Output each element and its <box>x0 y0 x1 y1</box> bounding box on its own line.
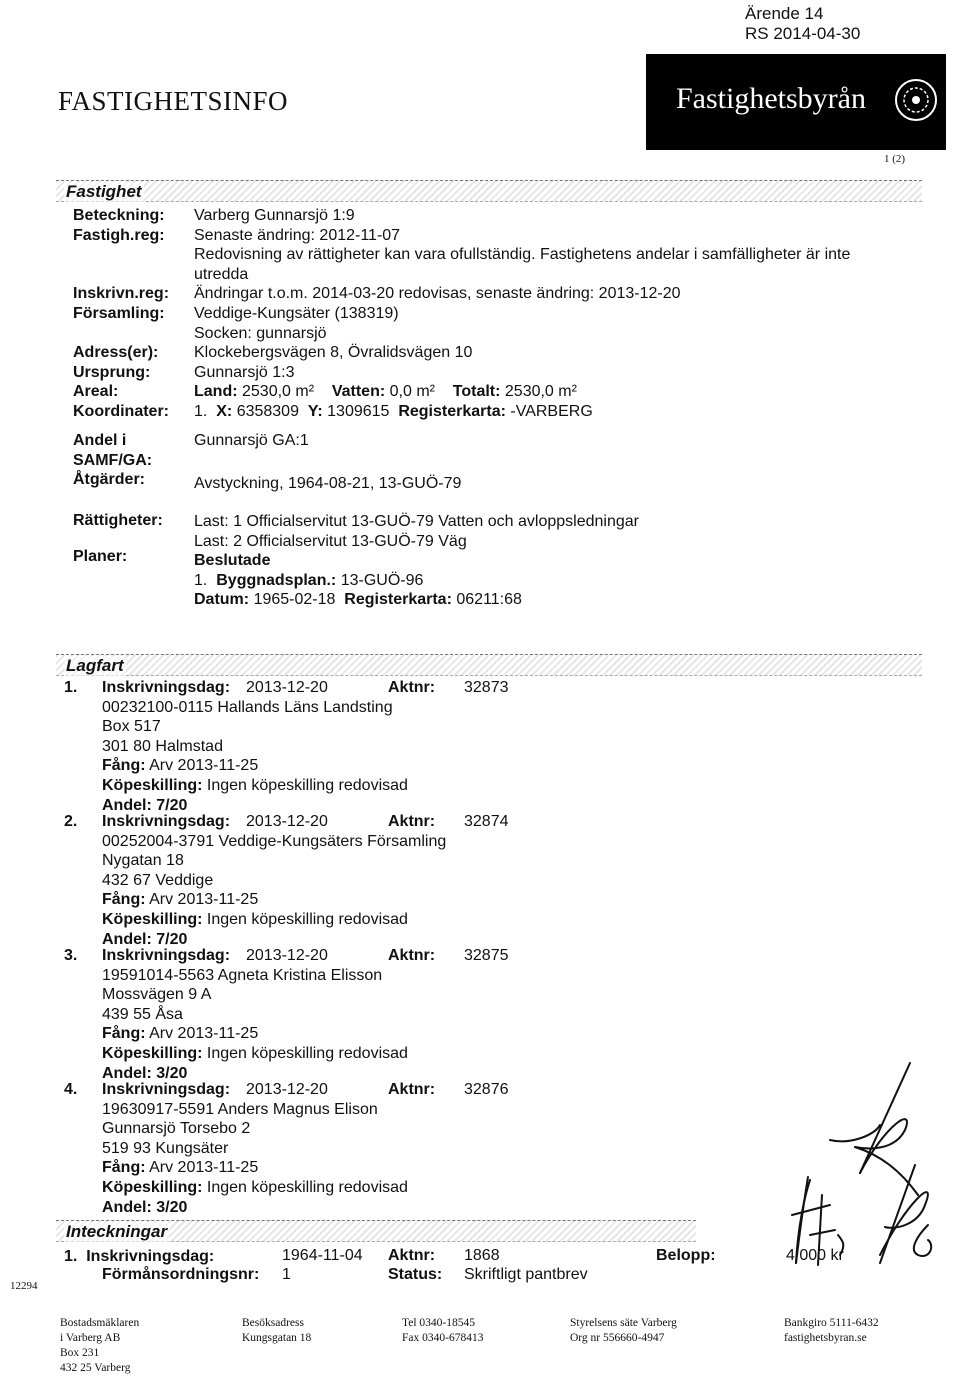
datum-value: 1965-02-18 <box>253 591 336 609</box>
plan-regkarta-value: 06211:68 <box>456 591 522 609</box>
address-line-2: 519 93 Kungsäter <box>102 1139 229 1157</box>
entry-number: 4. <box>64 1081 78 1098</box>
fang-label: Fång: <box>102 891 146 909</box>
andel-label: Andel: <box>102 1064 152 1082</box>
kopeskilling-value: Ingen köpeskilling redovisad <box>206 1178 408 1196</box>
andel-label: Andel: <box>102 1198 152 1216</box>
forman-value: 1 <box>282 1266 291 1283</box>
inteckning-num: 1. <box>64 1248 78 1265</box>
page-number: 1 (2) <box>884 153 906 165</box>
footer-line: Tel 0340-18545 <box>402 1317 475 1329</box>
aktnr-value: 32875 <box>464 947 509 964</box>
aktnr-label: Aktnr: <box>388 679 436 696</box>
fang-value: Arv 2013-11-25 <box>149 891 259 909</box>
plan-value: 13-GUÖ-96 <box>340 571 424 589</box>
atgarder-value: Avstyckning, 1964-08-21, 13-GUÖ-79 <box>194 475 462 492</box>
address-line-1: Gunnarsjö Torsebo 2 <box>102 1120 251 1138</box>
footer-line: Kungsgatan 18 <box>242 1332 312 1344</box>
aktnr-label: Aktnr: <box>388 1081 436 1098</box>
plan-datum-line <box>194 590 639 610</box>
plan-line <box>194 571 639 591</box>
label-andel-1: Andel i <box>73 432 127 449</box>
fang-value: Arv 2013-11-25 <box>149 757 259 775</box>
status-label: Status: <box>388 1266 443 1283</box>
ursprung-value: Gunnarsjö 1:3 <box>194 363 295 381</box>
footer-line: i Varberg AB <box>60 1332 121 1344</box>
kopeskilling-label: Köpeskilling: <box>102 910 203 928</box>
koordinater-values <box>194 402 850 422</box>
plan-label: Byggnadsplan.: <box>216 571 337 589</box>
fang-label: Fång: <box>102 1159 146 1177</box>
fang-label: Fång: <box>102 757 146 775</box>
inskrivningsdag-value: 2013-12-20 <box>246 947 328 964</box>
land-value: 2530,0 m² <box>242 383 315 401</box>
y-label: Y: <box>307 402 323 420</box>
footer-visit <box>242 1316 311 1346</box>
footer-line: fastighetsbyran.se <box>784 1332 867 1344</box>
footer-line: 432 25 Varberg <box>60 1362 131 1374</box>
socken-value: Socken: gunnarsjö <box>194 324 327 342</box>
koord-num: 1. <box>194 402 208 420</box>
page-title: FASTIGHETSINFO <box>58 86 289 116</box>
address-line-1: Nygatan 18 <box>102 852 184 870</box>
label-planer: Planer: <box>73 548 128 565</box>
inskrivningsdag-label: Inskrivningsdag: <box>102 813 231 830</box>
adress-value: Klockebergsvägen 8, Övralidsvägen 10 <box>194 344 473 362</box>
aktnr-label: Aktnr: <box>388 947 436 964</box>
section-title-lagfart: Lagfart <box>66 656 124 675</box>
andel-labels <box>73 431 152 490</box>
label-inskrivn: Inskrivn.reg: <box>73 285 170 303</box>
inskrivningsdag-label: Inskrivningsdag: <box>102 947 231 964</box>
aktnr-value: 32874 <box>464 813 509 830</box>
aktnr-label: Aktnr: <box>388 813 436 830</box>
x-label: X: <box>216 402 233 420</box>
label-beteckning: Beteckning: <box>73 207 165 224</box>
kopeskilling-value: Ingen köpeskilling redovisad <box>206 910 408 928</box>
plan-num: 1. <box>194 571 208 589</box>
inskrivningsdag-value: 2013-12-20 <box>246 1081 328 1098</box>
label-ursprung: Ursprung: <box>73 363 151 381</box>
footer-line: Bostadsmäklaren <box>60 1317 140 1329</box>
status-value: Skriftligt pantbrev <box>464 1266 588 1283</box>
belopp-label: Belopp: <box>656 1247 716 1264</box>
address-line-1: Box 517 <box>102 718 161 736</box>
address-line-1: Mossvägen 9 A <box>102 986 212 1004</box>
section-bar-inteckningar <box>56 1220 696 1242</box>
kopeskilling-value: Ingen köpeskilling redovisad <box>206 1044 408 1062</box>
andel-value: Gunnarsjö GA:1 <box>194 432 309 449</box>
kopeskilling-label: Köpeskilling: <box>102 776 203 794</box>
kopeskilling-value: Ingen köpeskilling redovisad <box>206 776 408 794</box>
fang-value: Arv 2013-11-25 <box>149 1159 259 1177</box>
label-koordinater: Koordinater: <box>73 402 169 420</box>
section-title-inteckningar: Inteckningar <box>66 1222 168 1241</box>
label-adress: Adress(er): <box>73 344 159 362</box>
inskrivn-value: Ändringar t.o.m. 2014-03-20 redovisas, senaste ändring: 2013-12-20 <box>194 285 681 303</box>
entry-number: 1. <box>64 679 78 696</box>
inteckning-insk-label: Inskrivningsdag: <box>86 1248 215 1265</box>
andel-value: 3/20 <box>156 1198 188 1216</box>
land-label: Land: <box>194 383 238 401</box>
forsamling-value: Veddige-Kungsäter (138319) <box>194 304 399 322</box>
footer-line: Styrelsens säte Varberg <box>570 1317 677 1329</box>
label-atgarder: Åtgärder: <box>73 471 146 489</box>
footer-bank <box>784 1316 879 1346</box>
seal-icon <box>892 76 940 124</box>
address-line-2: 301 80 Halmstad <box>102 737 223 755</box>
inteckning-row-1 <box>64 1247 214 1267</box>
plan-regkarta-label: Registerkarta: <box>344 591 452 609</box>
label-fastighreg: Fastigh.reg: <box>73 226 165 244</box>
totalt-value: 2530,0 m² <box>504 383 577 401</box>
lagfart-entry <box>64 946 684 1083</box>
inskrivningsdag-value: 2013-12-20 <box>246 813 328 830</box>
entry-number: 2. <box>64 813 78 830</box>
aktnr-value: 32876 <box>464 1081 509 1098</box>
fastighreg-line-2: Redovisning av rättigheter kan vara ofullständig. Fastighetens andelar i samfälligheter är inte <box>194 246 851 264</box>
andel-label: Andel: <box>102 796 152 814</box>
vatten-value: 0,0 m² <box>389 383 435 401</box>
owner: 19591014-5563 Agneta Kristina Elisson <box>102 966 383 984</box>
y-value: 1309615 <box>327 402 390 420</box>
kopeskilling-label: Köpeskilling: <box>102 1178 203 1196</box>
label-forsamling: Församling: <box>73 304 165 322</box>
fastighet-labels <box>73 206 169 422</box>
inteckning-aktnr-label: Aktnr: <box>388 1247 436 1264</box>
x-value: 6358309 <box>236 402 299 420</box>
label-rattigheter: Rättigheter: <box>73 512 163 529</box>
regkarta-value: -VARBERG <box>510 402 593 420</box>
forman-label: Förmånsordningsnr: <box>102 1266 260 1283</box>
label-andel-2: SAMF/GA: <box>73 451 153 469</box>
entry-number: 3. <box>64 947 78 964</box>
arende-number: Ärende 14 <box>745 4 824 23</box>
andel-value: 3/20 <box>156 1064 188 1082</box>
address-line-2: 432 67 Veddige <box>102 871 214 889</box>
andel-value: 7/20 <box>156 930 188 948</box>
andel-value: 7/20 <box>156 796 188 814</box>
areal-values <box>194 382 850 402</box>
footer-line: Besöksadress <box>242 1317 304 1329</box>
rattighet-1: Last: 1 Officialservitut 13-GUÖ-79 Vatten och avloppsledningar <box>194 513 639 530</box>
inteckning-aktnr-value: 1868 <box>464 1247 500 1264</box>
margin-number: 12294 <box>10 1280 38 1292</box>
footer-line: Org nr 556660-4947 <box>570 1332 665 1344</box>
beslutade-heading: Beslutade <box>194 552 271 570</box>
footer-line: Fax 0340-678413 <box>402 1332 484 1344</box>
rattigheter-values <box>194 512 639 610</box>
owner: 19630917-5591 Anders Magnus Elison <box>102 1100 378 1118</box>
aktnr-value: 32873 <box>464 679 509 696</box>
totalt-label: Totalt: <box>452 383 501 401</box>
rattighet-2: Last: 2 Officialservitut 13-GUÖ-79 Väg <box>194 532 467 550</box>
owner: 00232100-0115 Hallands Läns Landsting <box>102 698 393 716</box>
lagfart-entry <box>64 812 684 949</box>
kopeskilling-label: Köpeskilling: <box>102 1044 203 1062</box>
belopp-value: 4 000 kr <box>786 1247 844 1264</box>
footer-company <box>60 1316 139 1376</box>
logo-text: Fastighetsbyrån <box>676 82 866 115</box>
footer-board <box>570 1316 677 1346</box>
fang-value: Arv 2013-11-25 <box>149 1025 259 1043</box>
lagfart-entry <box>64 678 684 815</box>
footer-line: Box 231 <box>60 1347 100 1359</box>
fastighreg-line-1: Senaste ändring: 2012-11-07 <box>194 226 401 244</box>
fastighet-values <box>194 206 850 422</box>
inskrivningsdag-label: Inskrivningsdag: <box>102 1081 231 1098</box>
inskrivningsdag-label: Inskrivningsdag: <box>102 679 231 696</box>
section-bar-lagfart <box>56 654 922 676</box>
inteckning-insk-value: 1964-11-04 <box>282 1247 363 1264</box>
logo-block <box>646 54 946 150</box>
footer-phone <box>402 1316 483 1346</box>
regkarta-label: Registerkarta: <box>398 402 506 420</box>
lagfart-entry <box>64 1080 684 1217</box>
section-title-fastighet: Fastighet <box>66 182 142 201</box>
owner: 00252004-3791 Veddige-Kungsäters Församling <box>102 832 447 850</box>
section-bar-fastighet <box>56 180 922 202</box>
beteckning-value: Varberg Gunnarsjö 1:9 <box>194 207 355 224</box>
footer-line: Bankgiro 5111-6432 <box>784 1317 879 1329</box>
andel-label: Andel: <box>102 930 152 948</box>
label-areal: Areal: <box>73 383 119 401</box>
rs-date: RS 2014-04-30 <box>745 24 861 43</box>
fastighreg-line-3: utredda <box>194 265 249 283</box>
address-line-2: 439 55 Åsa <box>102 1005 183 1023</box>
vatten-label: Vatten: <box>331 383 386 401</box>
signature-initials <box>680 1055 940 1285</box>
fang-label: Fång: <box>102 1025 146 1043</box>
datum-label: Datum: <box>194 591 250 609</box>
inskrivningsdag-value: 2013-12-20 <box>246 679 328 696</box>
